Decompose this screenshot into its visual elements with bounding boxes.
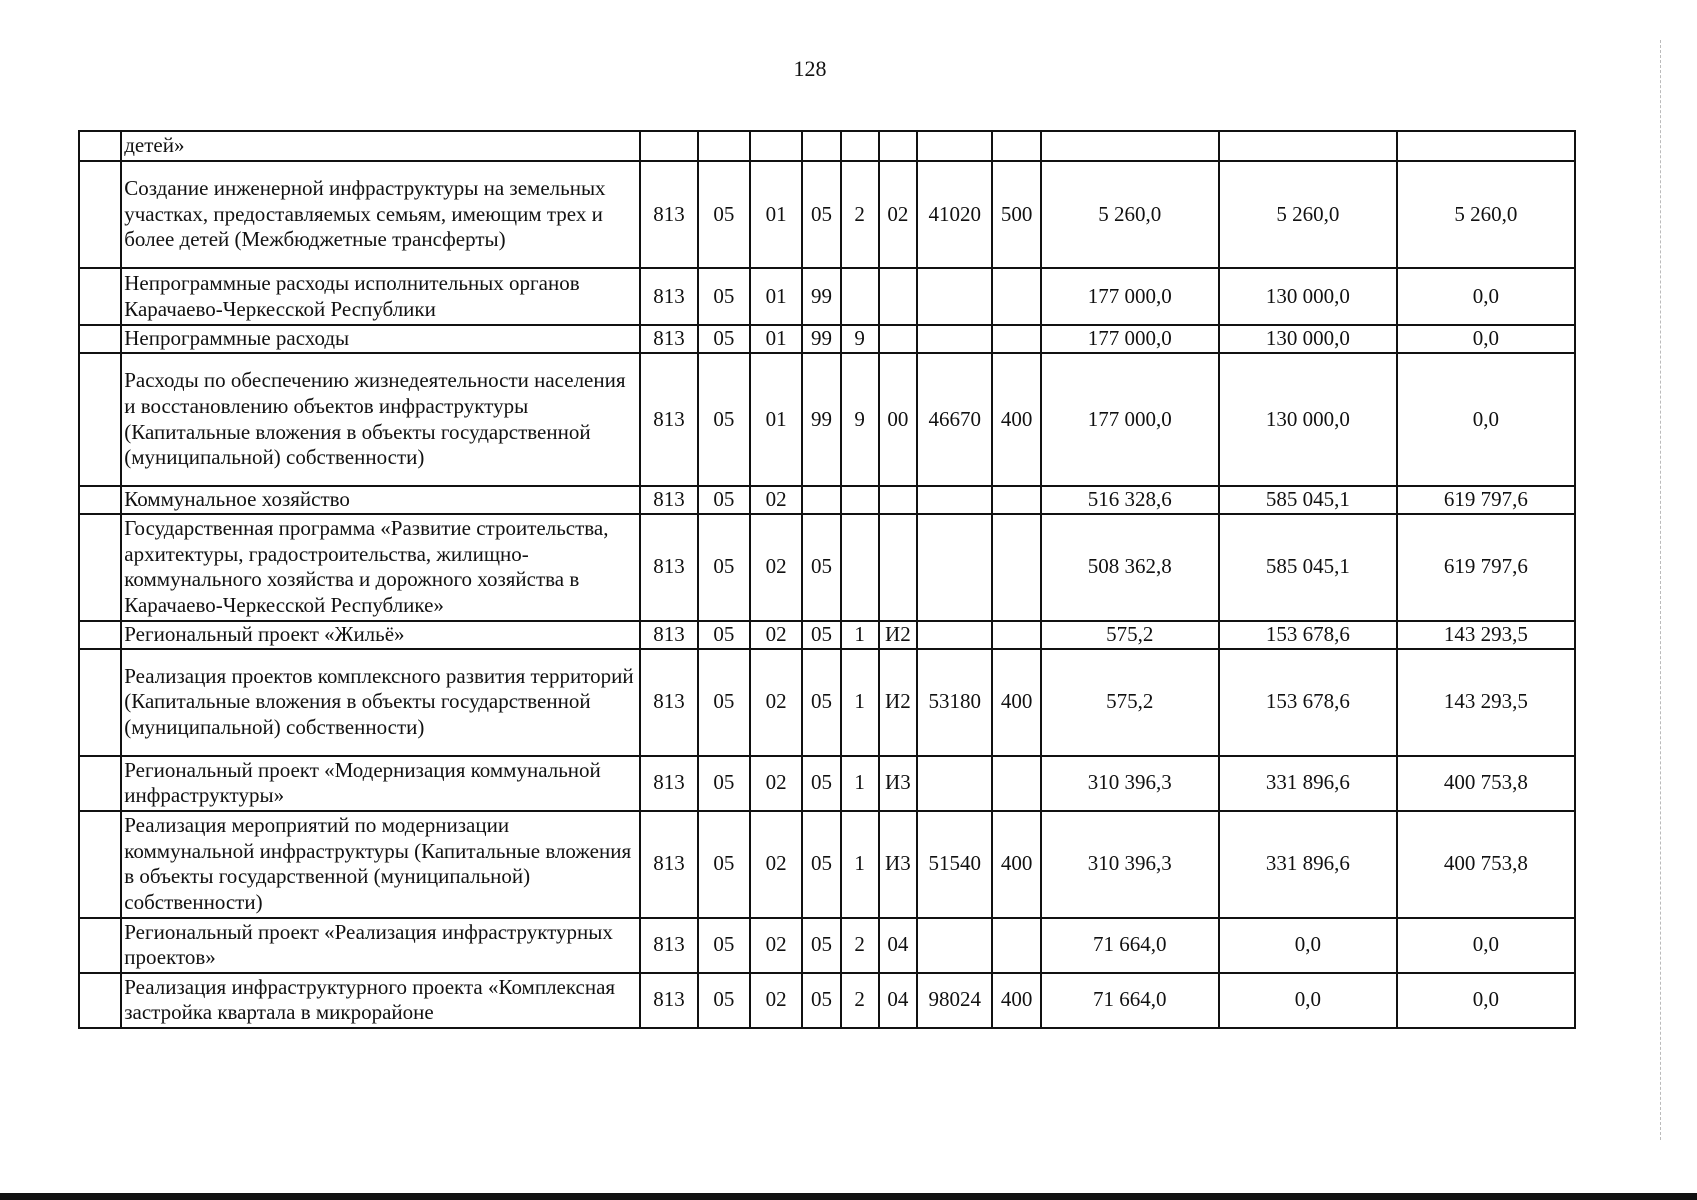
item-name-cell: Региональный проект «Модернизация коммунальной инфраструктуры» xyxy=(121,756,640,811)
item-name-cell: Государственная программа «Развитие строительства, архитектуры, градостроительства, жилищно-коммунального хозяйства и дорожного хозяйства в Карачаево-Черкесской Республике» xyxy=(121,514,640,621)
ministry-code-cell: 813 xyxy=(640,973,697,1028)
expense-type-cell xyxy=(992,325,1040,353)
item-name-cell: Реализация инфраструктурного проекта «Комплексная застройка квартала в микрорайоне xyxy=(121,973,640,1028)
table-row xyxy=(79,131,1575,161)
subprogram-code-cell: 2 xyxy=(841,973,879,1028)
subprogram-code-cell: 9 xyxy=(841,353,879,486)
project-code-cell xyxy=(879,514,917,621)
amount-year-2-cell: 153 678,6 xyxy=(1219,649,1397,756)
amount-year-3-cell: 619 797,6 xyxy=(1397,514,1575,621)
subsection-code-cell: 01 xyxy=(750,353,802,486)
section-code-cell: 05 xyxy=(698,649,750,756)
amount-year-1-cell: 71 664,0 xyxy=(1041,918,1219,973)
table-row xyxy=(79,268,1575,325)
program-code-cell: 05 xyxy=(802,514,840,621)
project-code-cell: 04 xyxy=(879,973,917,1028)
direction-code-cell: 41020 xyxy=(917,161,992,268)
direction-code-cell: 46670 xyxy=(917,353,992,486)
expense-type-cell xyxy=(992,131,1040,161)
amount-year-3-cell: 400 753,8 xyxy=(1397,811,1575,918)
section-code-cell: 05 xyxy=(698,325,750,353)
expense-type-cell xyxy=(992,918,1040,973)
direction-code-cell xyxy=(917,514,992,621)
subprogram-code-cell: 1 xyxy=(841,756,879,811)
expense-type-cell: 400 xyxy=(992,973,1040,1028)
item-name-cell: Расходы по обеспечению жизнедеятельности населения и восстановлению объектов инфраструктуры (Капитальные вложения в объекты государственной (муниципальной) собственности) xyxy=(121,353,640,486)
amount-year-3-cell xyxy=(1397,131,1575,161)
direction-code-cell xyxy=(917,621,992,649)
section-code-cell: 05 xyxy=(698,918,750,973)
item-name-cell: Реализация проектов комплексного развития территорий (Капитальные вложения в объекты государственной (муниципальной) собственности) xyxy=(121,649,640,756)
section-code-cell: 05 xyxy=(698,486,750,514)
item-name-cell: Непрограммные расходы xyxy=(121,325,640,353)
amount-year-1-cell: 575,2 xyxy=(1041,621,1219,649)
subsection-code-cell: 02 xyxy=(750,486,802,514)
ministry-code-cell: 813 xyxy=(640,514,697,621)
amount-year-2-cell: 0,0 xyxy=(1219,918,1397,973)
table-row xyxy=(79,486,1575,514)
amount-year-1-cell: 71 664,0 xyxy=(1041,973,1219,1028)
project-code-cell: И2 xyxy=(879,649,917,756)
program-code-cell: 05 xyxy=(802,973,840,1028)
direction-code-cell xyxy=(917,756,992,811)
program-code-cell xyxy=(802,486,840,514)
item-name-cell: Создание инженерной инфраструктуры на земельных участках, предоставляемых семьям, имеющим трех и более детей (Межбюджетные трансферты) xyxy=(121,161,640,268)
project-code-cell: 04 xyxy=(879,918,917,973)
table-row xyxy=(79,973,1575,1028)
row-number-cell xyxy=(79,161,121,268)
project-code-cell xyxy=(879,131,917,161)
row-number-cell xyxy=(79,756,121,811)
table-row xyxy=(79,325,1575,353)
amount-year-2-cell: 130 000,0 xyxy=(1219,353,1397,486)
subsection-code-cell: 02 xyxy=(750,514,802,621)
subsection-code-cell: 02 xyxy=(750,649,802,756)
item-name-cell: Коммунальное хозяйство xyxy=(121,486,640,514)
amount-year-3-cell: 400 753,8 xyxy=(1397,756,1575,811)
row-number-cell xyxy=(79,486,121,514)
item-name-cell: Региональный проект «Жильё» xyxy=(121,621,640,649)
amount-year-3-cell: 0,0 xyxy=(1397,973,1575,1028)
subprogram-code-cell: 2 xyxy=(841,918,879,973)
ministry-code-cell xyxy=(640,131,697,161)
expense-type-cell xyxy=(992,514,1040,621)
ministry-code-cell: 813 xyxy=(640,918,697,973)
amount-year-2-cell: 585 045,1 xyxy=(1219,514,1397,621)
table-row xyxy=(79,161,1575,268)
program-code-cell: 99 xyxy=(802,353,840,486)
amount-year-1-cell: 177 000,0 xyxy=(1041,268,1219,325)
subprogram-code-cell: 1 xyxy=(841,811,879,918)
ministry-code-cell: 813 xyxy=(640,161,697,268)
project-code-cell: И3 xyxy=(879,756,917,811)
amount-year-3-cell: 0,0 xyxy=(1397,918,1575,973)
ministry-code-cell: 813 xyxy=(640,621,697,649)
ministry-code-cell: 813 xyxy=(640,756,697,811)
section-code-cell: 05 xyxy=(698,621,750,649)
table-row xyxy=(79,811,1575,918)
direction-code-cell xyxy=(917,131,992,161)
ministry-code-cell: 813 xyxy=(640,268,697,325)
subsection-code-cell: 01 xyxy=(750,161,802,268)
subsection-code-cell: 01 xyxy=(750,325,802,353)
section-code-cell: 05 xyxy=(698,514,750,621)
subsection-code-cell: 02 xyxy=(750,621,802,649)
table-row xyxy=(79,514,1575,621)
item-name-cell: Непрограммные расходы исполнительных органов Карачаево-Черкесской Республики xyxy=(121,268,640,325)
subprogram-code-cell xyxy=(841,514,879,621)
project-code-cell: И3 xyxy=(879,811,917,918)
subprogram-code-cell: 9 xyxy=(841,325,879,353)
amount-year-3-cell: 0,0 xyxy=(1397,325,1575,353)
amount-year-1-cell: 310 396,3 xyxy=(1041,811,1219,918)
expense-type-cell xyxy=(992,486,1040,514)
program-code-cell: 05 xyxy=(802,649,840,756)
amount-year-3-cell: 143 293,5 xyxy=(1397,621,1575,649)
row-number-cell xyxy=(79,811,121,918)
scan-bottom-border xyxy=(0,1193,1697,1200)
amount-year-3-cell: 0,0 xyxy=(1397,268,1575,325)
row-number-cell xyxy=(79,649,121,756)
amount-year-1-cell: 508 362,8 xyxy=(1041,514,1219,621)
amount-year-1-cell: 177 000,0 xyxy=(1041,325,1219,353)
direction-code-cell: 98024 xyxy=(917,973,992,1028)
amount-year-3-cell: 143 293,5 xyxy=(1397,649,1575,756)
amount-year-3-cell: 5 260,0 xyxy=(1397,161,1575,268)
program-code-cell: 99 xyxy=(802,268,840,325)
ministry-code-cell: 813 xyxy=(640,486,697,514)
expense-type-cell: 400 xyxy=(992,649,1040,756)
row-number-cell xyxy=(79,325,121,353)
ministry-code-cell: 813 xyxy=(640,325,697,353)
amount-year-2-cell: 5 260,0 xyxy=(1219,161,1397,268)
subsection-code-cell: 02 xyxy=(750,811,802,918)
row-number-cell xyxy=(79,514,121,621)
ministry-code-cell: 813 xyxy=(640,811,697,918)
expense-type-cell: 400 xyxy=(992,811,1040,918)
table-row xyxy=(79,621,1575,649)
project-code-cell xyxy=(879,486,917,514)
program-code-cell: 99 xyxy=(802,325,840,353)
direction-code-cell: 53180 xyxy=(917,649,992,756)
subsection-code-cell: 01 xyxy=(750,268,802,325)
project-code-cell: И2 xyxy=(879,621,917,649)
program-code-cell: 05 xyxy=(802,756,840,811)
section-code-cell: 05 xyxy=(698,161,750,268)
subprogram-code-cell: 2 xyxy=(841,161,879,268)
table-row xyxy=(79,918,1575,973)
amount-year-1-cell: 575,2 xyxy=(1041,649,1219,756)
scan-edge-line xyxy=(1660,40,1662,1140)
direction-code-cell xyxy=(917,325,992,353)
row-number-cell xyxy=(79,268,121,325)
amount-year-2-cell: 331 896,6 xyxy=(1219,811,1397,918)
row-number-cell xyxy=(79,131,121,161)
section-code-cell: 05 xyxy=(698,973,750,1028)
subprogram-code-cell xyxy=(841,131,879,161)
table-body xyxy=(79,131,1575,1028)
program-code-cell: 05 xyxy=(802,811,840,918)
subprogram-code-cell: 1 xyxy=(841,621,879,649)
row-number-cell xyxy=(79,973,121,1028)
table-row xyxy=(79,353,1575,486)
program-code-cell: 05 xyxy=(802,621,840,649)
direction-code-cell xyxy=(917,486,992,514)
amount-year-2-cell: 585 045,1 xyxy=(1219,486,1397,514)
section-code-cell: 05 xyxy=(698,756,750,811)
amount-year-1-cell: 177 000,0 xyxy=(1041,353,1219,486)
expense-type-cell xyxy=(992,756,1040,811)
ministry-code-cell: 813 xyxy=(640,649,697,756)
program-code-cell: 05 xyxy=(802,161,840,268)
amount-year-3-cell: 0,0 xyxy=(1397,353,1575,486)
program-code-cell xyxy=(802,131,840,161)
item-name-cell: Реализация мероприятий по модернизации коммунальной инфраструктуры (Капитальные вложения в объекты государственной (муниципальной) собственности) xyxy=(121,811,640,918)
subsection-code-cell xyxy=(750,131,802,161)
amount-year-2-cell xyxy=(1219,131,1397,161)
subsection-code-cell: 02 xyxy=(750,918,802,973)
subprogram-code-cell: 1 xyxy=(841,649,879,756)
expense-type-cell xyxy=(992,268,1040,325)
subsection-code-cell: 02 xyxy=(750,973,802,1028)
row-number-cell xyxy=(79,353,121,486)
amount-year-2-cell: 331 896,6 xyxy=(1219,756,1397,811)
page-number: 128 xyxy=(793,56,827,81)
amount-year-2-cell: 0,0 xyxy=(1219,973,1397,1028)
subprogram-code-cell xyxy=(841,268,879,325)
section-code-cell: 05 xyxy=(698,811,750,918)
amount-year-1-cell xyxy=(1041,131,1219,161)
subprogram-code-cell xyxy=(841,486,879,514)
amount-year-1-cell: 310 396,3 xyxy=(1041,756,1219,811)
amount-year-3-cell: 619 797,6 xyxy=(1397,486,1575,514)
item-name-cell: Региональный проект «Реализация инфраструктурных проектов» xyxy=(121,918,640,973)
amount-year-2-cell: 130 000,0 xyxy=(1219,268,1397,325)
direction-code-cell xyxy=(917,918,992,973)
direction-code-cell: 51540 xyxy=(917,811,992,918)
project-code-cell: 02 xyxy=(879,161,917,268)
program-code-cell: 05 xyxy=(802,918,840,973)
item-name-cell: детей» xyxy=(121,131,640,161)
subsection-code-cell: 02 xyxy=(750,756,802,811)
direction-code-cell xyxy=(917,268,992,325)
amount-year-2-cell: 153 678,6 xyxy=(1219,621,1397,649)
amount-year-1-cell: 516 328,6 xyxy=(1041,486,1219,514)
project-code-cell xyxy=(879,325,917,353)
section-code-cell: 05 xyxy=(698,353,750,486)
section-code-cell: 05 xyxy=(698,268,750,325)
expense-type-cell: 400 xyxy=(992,353,1040,486)
project-code-cell xyxy=(879,268,917,325)
budget-table xyxy=(78,130,1576,1029)
row-number-cell xyxy=(79,621,121,649)
table-row xyxy=(79,649,1575,756)
ministry-code-cell: 813 xyxy=(640,353,697,486)
expense-type-cell xyxy=(992,621,1040,649)
project-code-cell: 00 xyxy=(879,353,917,486)
amount-year-1-cell: 5 260,0 xyxy=(1041,161,1219,268)
table-row xyxy=(79,756,1575,811)
amount-year-2-cell: 130 000,0 xyxy=(1219,325,1397,353)
expense-type-cell: 500 xyxy=(992,161,1040,268)
section-code-cell xyxy=(698,131,750,161)
row-number-cell xyxy=(79,918,121,973)
